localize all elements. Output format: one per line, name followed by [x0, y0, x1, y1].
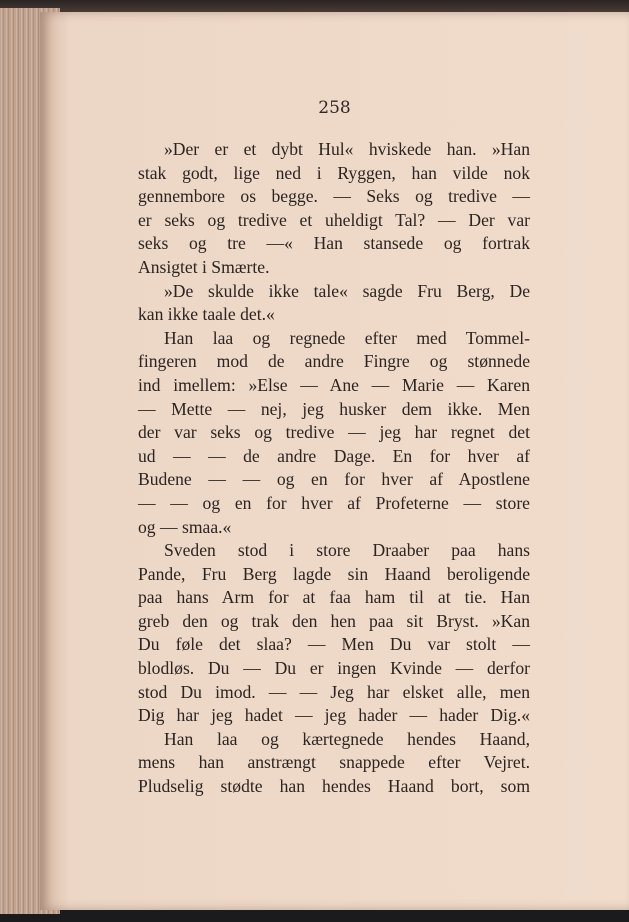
text-line: er seks og tredive et uheldigt Tal? — Der var — [138, 209, 530, 230]
text-line: Pande, Fru Berg lagde sin Haand beroligende — [138, 563, 530, 584]
text-line: — Mette — nej, jeg husker dem ikke. Men — [138, 398, 530, 419]
text-line: ind imellem: »Else — Ane — Marie — Karen — [138, 374, 530, 395]
text-line: stak godt, lige ned i Ryggen, han vilde nok — [138, 162, 530, 183]
text-line: og — smaa.« — [138, 516, 232, 537]
page-number: 258 — [318, 98, 351, 118]
text-line: »De skulde ikke tale« sagde Fru Berg, De — [164, 280, 530, 301]
text-line: seks og tre —« Han stansede og fortrak — [138, 233, 530, 254]
text-line: Pludselig stødte han hendes Haand bort, som — [138, 776, 530, 797]
text-line: Sveden stod i store Draaber paa hans — [164, 540, 530, 561]
text-line: greb den og trak den hen paa sit Bryst. »Kan — [138, 610, 530, 631]
book-cover-edge — [0, 0, 629, 12]
text-line: ud — — de andre Dage. En for hver af — [138, 445, 530, 466]
text-line: Han laa og regnede efter med Tommel- — [164, 327, 530, 348]
text-line: Du føle det slaa? — Men Du var stolt — — [138, 634, 530, 655]
text-line: stod Du imod. — — Jeg har elsket alle, men — [138, 681, 530, 702]
text-line: Budene — — og en for hver af Apostlene — [138, 469, 530, 490]
text-line: gennembore os begge. — Seks og tredive — — [138, 186, 530, 207]
text-line: Ansigtet i Smærte. — [138, 256, 270, 277]
text-line: paa hans Arm for at faa ham til at tie. Han — [138, 587, 530, 608]
text-line: kan ikke taale det.« — [138, 304, 275, 325]
text-line: Han laa og kærtegnede hendes Haand, — [164, 728, 530, 749]
text-line: mens han anstrængt snappede efter Vejret. — [138, 752, 530, 773]
text-line: — — og en for hver af Profeterne — store — [138, 492, 530, 513]
body-text — [138, 138, 530, 799]
text-line: Dig har jeg hadet — jeg hader — hader Dig.« — [138, 705, 530, 726]
text-line: der var seks og tredive — jeg har regnet det — [138, 422, 530, 443]
text-line: fingeren mod de andre Fingre og stønnede — [138, 351, 530, 372]
text-line: blodløs. Du — Du er ingen Kvinde — derfor — [138, 658, 530, 679]
text-line: »Der er et dybt Hul« hviskede han. »Han — [164, 139, 530, 159]
